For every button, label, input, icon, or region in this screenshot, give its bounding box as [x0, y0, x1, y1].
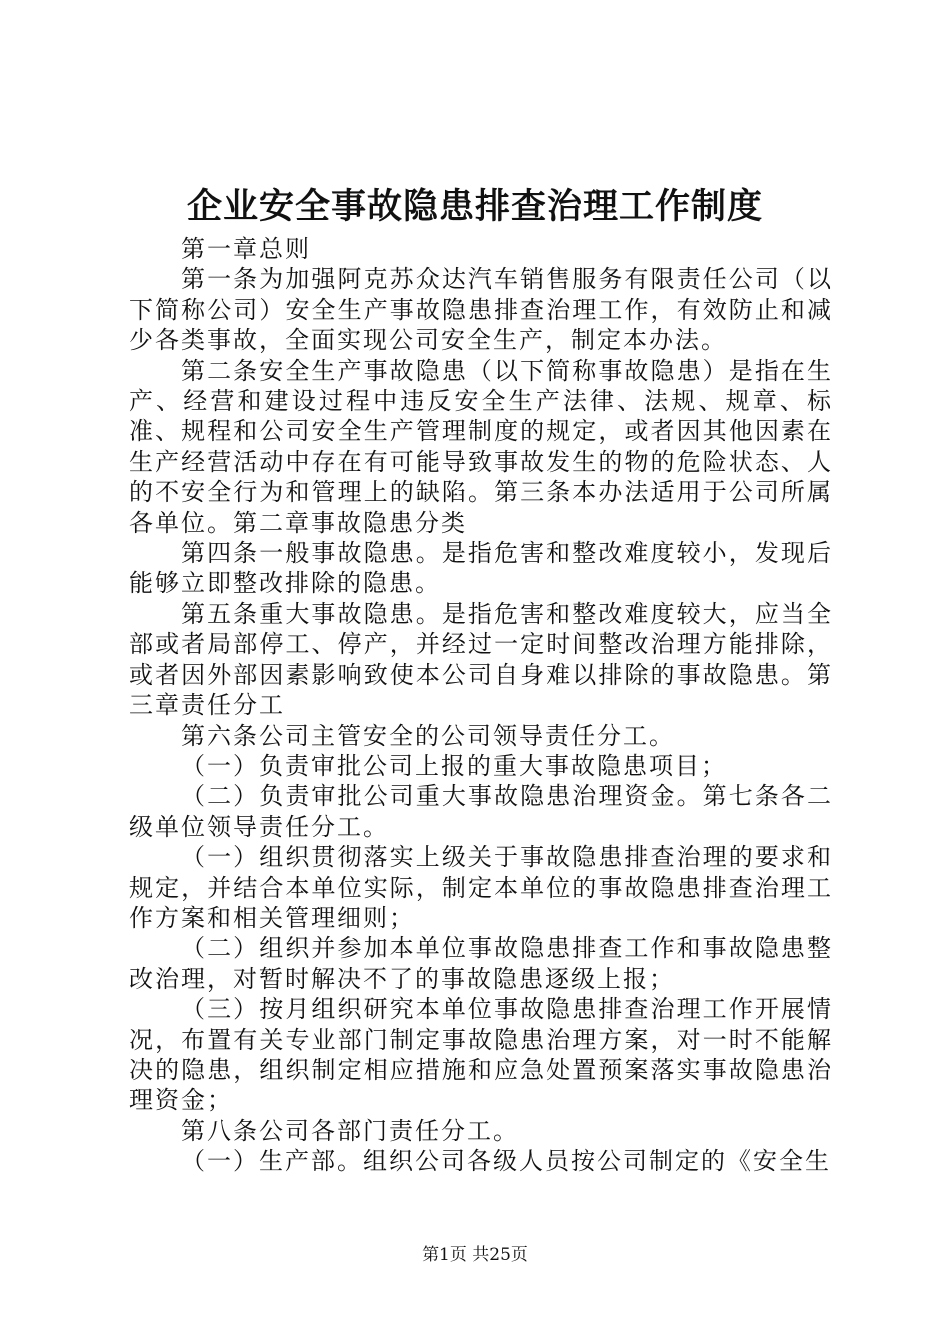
paragraph: （二）组织并参加本单位事故隐患排查工作和事故隐患整改治理，对暂时解决不了的事故隐患逐级上报；	[129, 934, 833, 993]
paragraph: 第五条重大事故隐患。是指危害和整改难度较大，应当全部或者局部停工、停产，并经过一定时间整改治理方能排除，或者因外部因素影响致使本公司自身难以排除的事故隐患。第三章责任分工	[129, 599, 833, 720]
paragraph: 第八条公司各部门责任分工。	[181, 1116, 519, 1145]
paragraph: （一）生产部。组织公司各级人员按公司制定的《安全生	[181, 1147, 831, 1176]
chapter-heading: 第一章总则	[181, 235, 311, 263]
paragraph: 第一条为加强阿克苏众达汽车销售服务有限责任公司（以下简称公司）安全生产事故隐患排查治理工作，有效防止和减少各类事故，全面实现公司安全生产，制定本办法。	[129, 265, 833, 355]
paragraph: 第四条一般事故隐患。是指危害和整改难度较小，发现后能够立即整改排除的隐患。	[129, 539, 833, 598]
document-title: 企业安全事故隐患排查治理工作制度	[186, 186, 763, 227]
paragraph: （三）按月组织研究本单位事故隐患排查治理工作开展情况，布置有关专业部门制定事故隐患治理方案，对一时不能解决的隐患，组织制定相应措施和应急处置预案落实事故隐患治理资金；	[129, 995, 833, 1115]
paragraph: 第六条公司主管安全的公司领导责任分工。	[181, 721, 675, 750]
paragraph: （一）负责审批公司上报的重大事故隐患项目；	[181, 751, 727, 780]
page-number-footer: 第1页 共25页	[422, 1245, 528, 1265]
document-body	[129, 234, 833, 1177]
paragraph: （一）组织贯彻落实上级关于事故隐患排查治理的要求和规定，并结合本单位实际，制定本单位的事故隐患排查治理工作方案和相关管理细则；	[129, 843, 833, 932]
paragraph: （二）负责审批公司重大事故隐患治理资金。第七条各二级单位领导责任分工。	[129, 782, 833, 841]
paragraph: 第二条安全生产事故隐患（以下简称事故隐患）是指在生产、经营和建设过程中违反安全生产法律、法规、规章、标准、规程和公司安全生产管理制度的规定，或者因其他因素在生产经营活动中存在有可能导致事故发生的物的危险状态、人的不安全行为和管理上的缺陷。第三条本办法适用于公司所属各单位。第二章事故隐患分类	[129, 356, 833, 537]
